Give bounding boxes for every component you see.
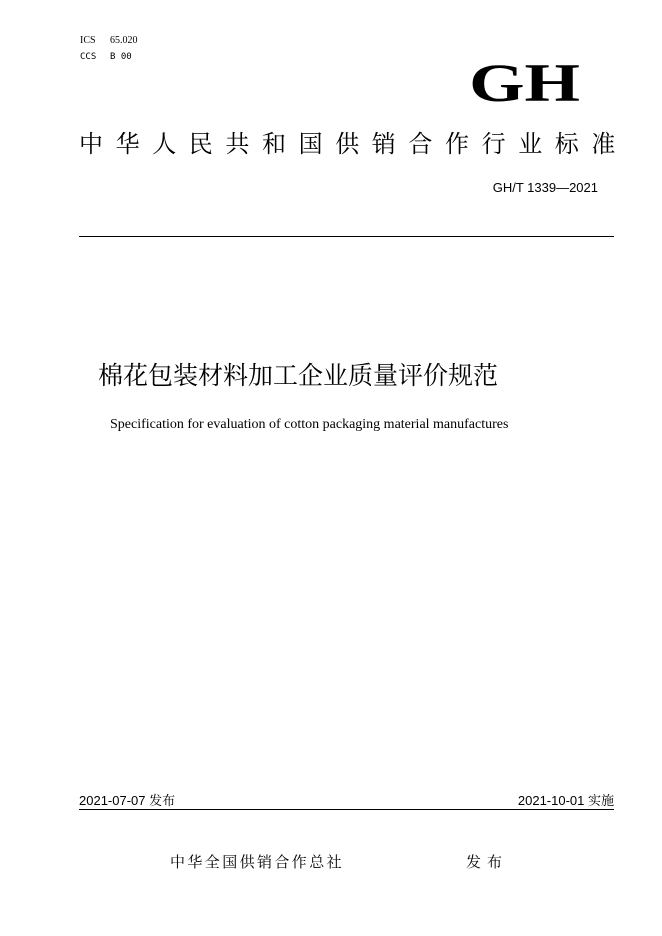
issue-date: 2021-07-07 发布	[79, 793, 176, 808]
classification-codes	[80, 33, 138, 65]
top-divider	[79, 236, 614, 237]
standard-number: GH/T 1339—2021	[492, 180, 598, 195]
ccs-label: CCS	[80, 52, 97, 62]
implementation-date: 2021-10-01 实施	[517, 793, 614, 808]
bottom-divider	[79, 809, 614, 810]
gh-logo: GH	[469, 53, 580, 113]
issuing-organization: 中华全国供销合作总社	[170, 853, 345, 871]
title-english: Specification for evaluation of cotton packaging material manufactures	[110, 417, 509, 432]
ccs-code: B 00	[110, 52, 132, 62]
issuer-action: 发布	[466, 853, 509, 871]
ccs-row	[80, 49, 138, 65]
standard-category: 中华人民共和国供销合作行业标准	[79, 130, 628, 158]
ics-code: 65.020	[110, 35, 138, 46]
ics-label: ICS	[80, 35, 96, 46]
ics-row	[80, 33, 138, 49]
title-chinese: 棉花包装材料加工企业质量评价规范	[98, 361, 499, 390]
